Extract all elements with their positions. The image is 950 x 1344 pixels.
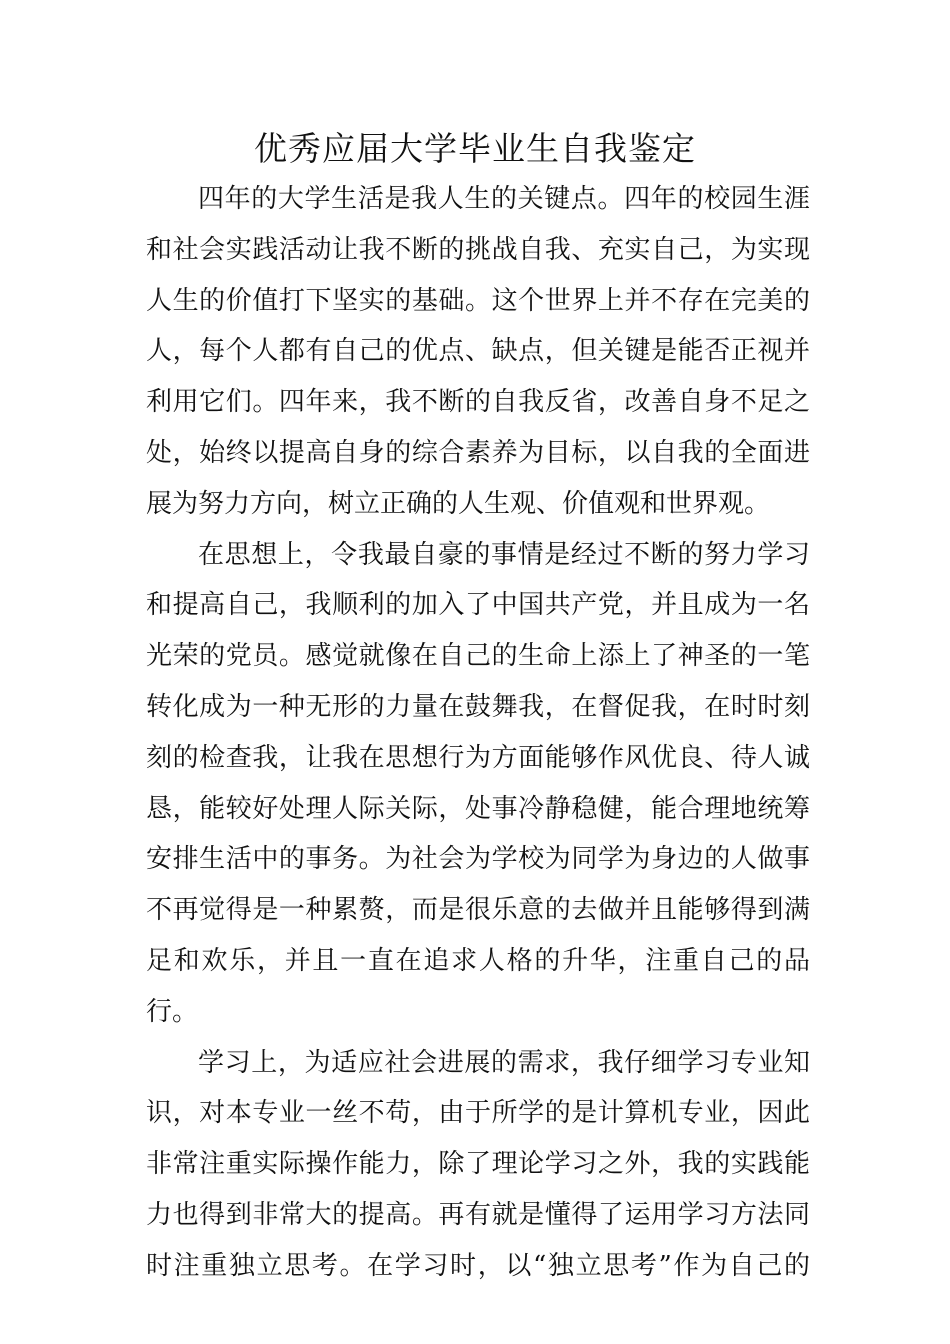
paragraph-study: 学习上，为适应社会进展的需求，我仔细学习专业知识，对本专业一丝不苟，由于所学的是计算机专业，因此非常注重实际操作能力，除了理论学习之外，我的实践能力也得到非常大的提高。再有就是懂得了运用学习方法同时注重独立思考。在学习时，以“独立思考”作为自己的: [146, 1047, 810, 1281]
paragraph-intro: 四年的大学生活是我人生的关键点。四年的校园生涯和社会实践活动让我不断的挑战自我、充实自己，为实现人生的价值打下坚实的基础。这个世界上并不存在完美的人，每个人都有自己的优点、缺点，但关键是能否正视并利用它们。四年来，我不断的自我反省，改善自身不足之处，始终以提高自身的综合素养为目标，以自我的全面进展为努力方向，树立正确的人生观、价值观和世界观。: [146, 184, 810, 519]
document-title: 优秀应届大学毕业生自我鉴定: [254, 129, 696, 168]
paragraph-ideology: 在思想上，令我最自豪的事情是经过不断的努力学习和提高自己，我顺利的加入了中国共产党，并且成为一名光荣的党员。感觉就像在自己的生命上添上了神圣的一笔转化成为一种无形的力量在鼓舞我，在督促我，在时时刻刻的检查我，让我在思想行为方面能够作风优良、待人诚恳，能较好处理人际关际，处事冷静稳健，能合理地统筹安排生活中的事务。为社会为学校为同学为身边的人做事不再觉得是一种累赘，而是很乐意的去做并且能够得到满足和欢乐，并且一直在追求人格的升华，注重自己的品行。: [146, 539, 810, 1027]
document-body: [146, 174, 810, 1292]
